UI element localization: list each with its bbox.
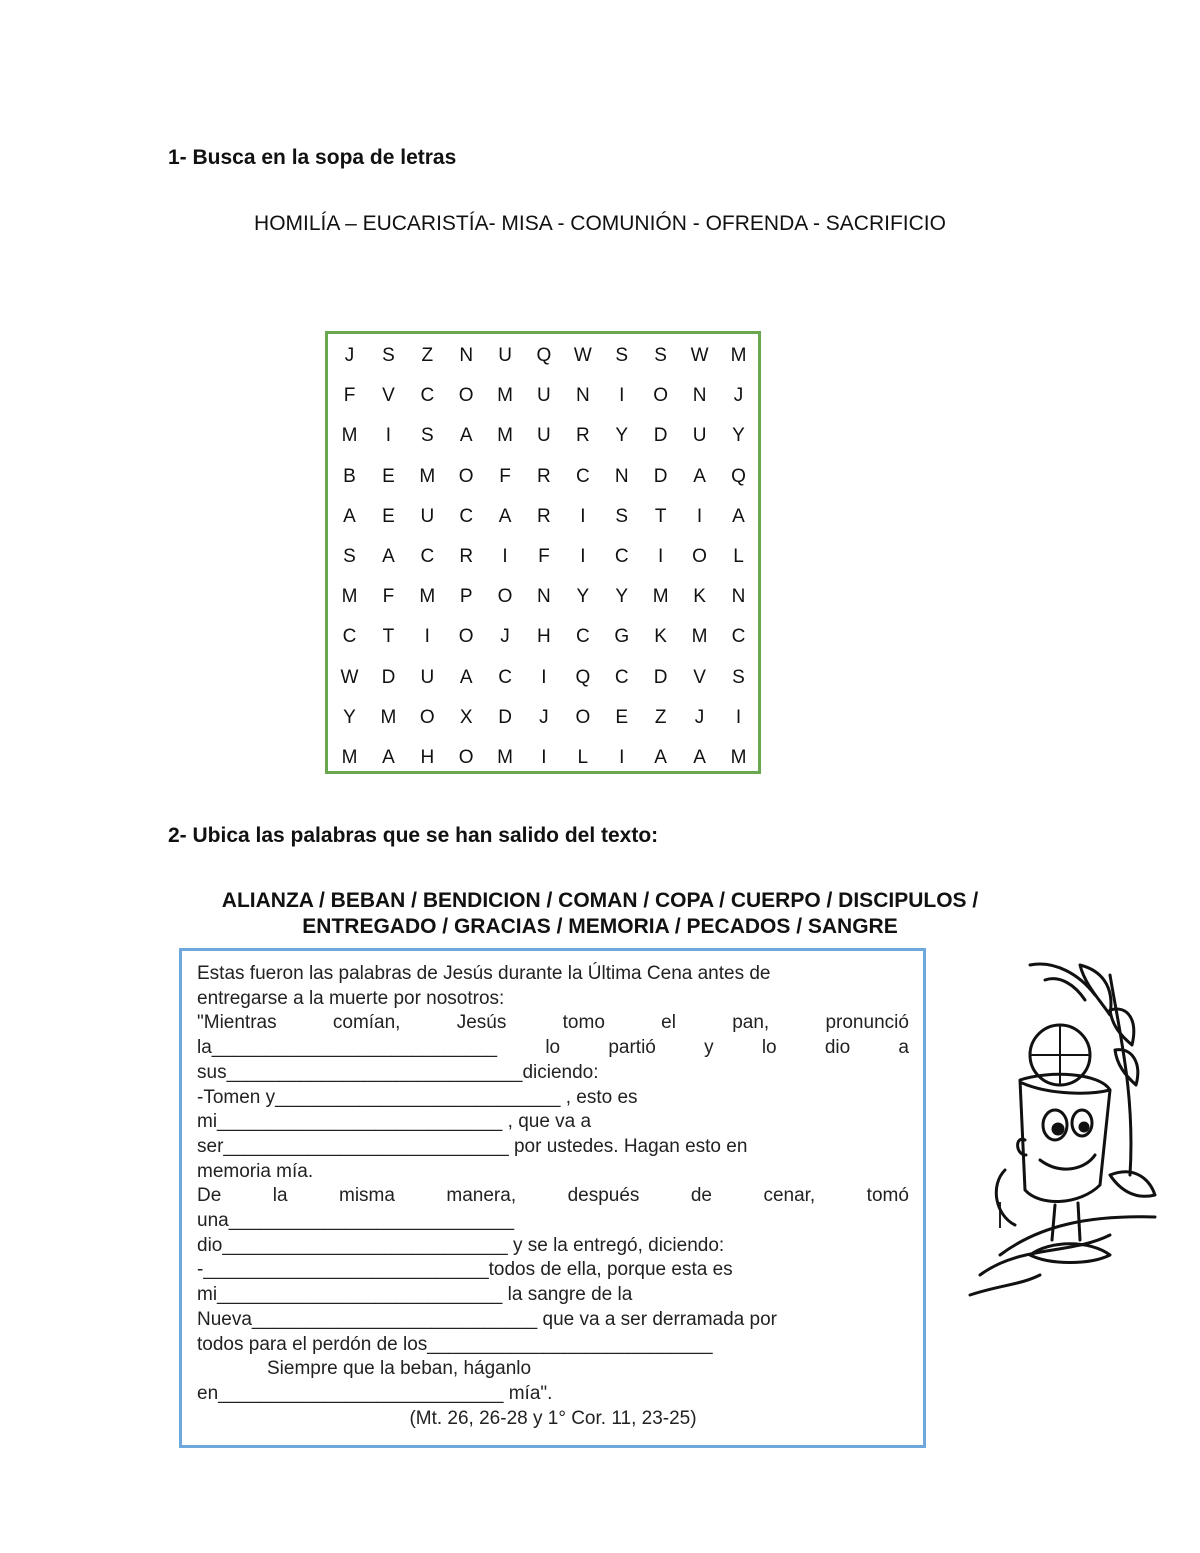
grid-letter[interactable]: N xyxy=(537,586,551,608)
grid-letter[interactable]: M xyxy=(380,706,397,728)
grid-letter[interactable]: R xyxy=(575,425,590,447)
grid-letter[interactable]: Y xyxy=(615,586,629,608)
passage-word: y xyxy=(704,1037,714,1059)
grid-letter[interactable]: S xyxy=(615,345,629,367)
grid-letter[interactable]: Z xyxy=(654,706,667,728)
grid-letter[interactable]: Q xyxy=(536,345,552,367)
grid-letter[interactable]: R xyxy=(459,546,474,568)
grid-letter[interactable]: I xyxy=(424,626,430,648)
word-list: HOMILÍA – EUCARISTÍA- MISA - COMUNIÓN - OFRENDA - SACRIFICIO xyxy=(254,212,946,235)
grid-letter[interactable]: I xyxy=(541,746,547,768)
grid-letter[interactable]: S xyxy=(420,425,434,447)
grid-row xyxy=(330,336,758,376)
grid-letter[interactable]: N xyxy=(692,385,707,407)
passage-word: cenar, xyxy=(763,1185,816,1207)
grid-letter[interactable]: B xyxy=(343,465,356,487)
grid-row xyxy=(330,537,758,577)
grid-letter[interactable]: O xyxy=(497,586,513,608)
grid-letter[interactable]: D xyxy=(653,425,668,447)
grid-letter[interactable]: F xyxy=(538,546,550,568)
grid-letter[interactable]: L xyxy=(577,746,589,768)
grid-letter[interactable]: M xyxy=(341,746,358,768)
fill-blank-line: -Tomen y___________________________ , esto es xyxy=(197,1086,638,1108)
passage-word: el xyxy=(661,1012,676,1034)
grid-letter[interactable]: R xyxy=(537,465,551,487)
grid-letter[interactable]: A xyxy=(459,425,473,447)
grid-letter[interactable]: M xyxy=(419,586,436,608)
grid-letter[interactable]: Y xyxy=(343,706,356,728)
passage-line: memoria mía. xyxy=(197,1160,314,1182)
grid-letter[interactable]: O xyxy=(692,546,707,568)
grid-letter[interactable]: C xyxy=(498,666,512,688)
grid-letter[interactable]: A xyxy=(382,546,395,568)
answer-bank-line-2: ENTREGADO / GRACIAS / MEMORIA / PECADOS / SANGRE xyxy=(302,915,898,938)
grid-letter[interactable]: I xyxy=(580,505,586,527)
grid-letter[interactable]: H xyxy=(420,746,435,768)
passage-word: manera, xyxy=(446,1185,517,1207)
grid-letter[interactable]: O xyxy=(458,746,474,768)
grid-letter[interactable]: M xyxy=(691,626,708,648)
passage-word: después xyxy=(567,1185,640,1207)
grid-letter[interactable]: D xyxy=(653,666,668,688)
passage-justified-line xyxy=(197,1011,909,1036)
grid-letter[interactable]: E xyxy=(615,706,629,728)
grid-letter[interactable]: G xyxy=(614,626,630,648)
section2-heading: 2- Ubica las palabras que se han salido del texto: xyxy=(168,824,659,847)
passage-word: pan, xyxy=(732,1012,770,1034)
grid-letter[interactable]: C xyxy=(575,626,590,648)
passage-line: Siempre que la beban, háganlo xyxy=(267,1358,532,1380)
grid-letter[interactable]: M xyxy=(419,465,436,487)
passage-word: dio xyxy=(824,1037,851,1059)
passage-word: partió xyxy=(608,1037,656,1059)
passage-word: tomó xyxy=(866,1185,909,1207)
grid-letter[interactable]: U xyxy=(420,666,435,688)
grid-letter[interactable]: I xyxy=(619,746,625,768)
grid-letter[interactable]: W xyxy=(690,345,709,367)
grid-letter[interactable]: A xyxy=(654,746,667,768)
grid-letter[interactable]: Y xyxy=(576,586,590,608)
grid-letter[interactable]: F xyxy=(499,465,511,487)
fill-blank-line: dio___________________________ y se la entregó, diciendo: xyxy=(197,1234,725,1256)
grid-letter[interactable]: O xyxy=(458,465,474,487)
grid-letter[interactable]: A xyxy=(382,746,395,768)
passage-word: de xyxy=(690,1185,712,1207)
grid-letter[interactable]: D xyxy=(653,465,668,487)
section1-heading: 1- Busca en la sopa de letras xyxy=(168,146,457,169)
passage-justified-line xyxy=(197,1036,909,1061)
grid-letter[interactable]: E xyxy=(382,505,395,527)
grid-row xyxy=(330,416,758,456)
grid-letter[interactable]: I xyxy=(696,505,703,527)
grid-row xyxy=(330,738,758,778)
grid-letter[interactable]: J xyxy=(733,385,744,407)
passage-word: la___________________________ xyxy=(197,1037,498,1059)
grid-letter[interactable]: U xyxy=(692,425,707,447)
grid-letter[interactable]: J xyxy=(694,706,705,728)
grid-letter[interactable]: V xyxy=(693,666,706,688)
grid-letter[interactable]: I xyxy=(619,385,625,407)
grid-letter[interactable]: M xyxy=(730,345,747,367)
grid-letter[interactable]: M xyxy=(497,385,513,407)
grid-letter[interactable]: U xyxy=(420,505,435,527)
grid-letter[interactable]: K xyxy=(654,626,667,648)
grid-row xyxy=(330,658,758,698)
grid-letter[interactable]: J xyxy=(539,706,549,728)
chalice-with-host-and-wheat-icon xyxy=(960,955,1165,1315)
grid-letter[interactable]: W xyxy=(340,666,359,688)
passage-word: pronunció xyxy=(825,1012,909,1034)
passage-word: la xyxy=(272,1185,288,1207)
passage-word: comían, xyxy=(332,1012,401,1034)
grid-letter[interactable]: C xyxy=(614,666,629,688)
grid-letter[interactable]: C xyxy=(575,465,590,487)
fill-blank-line: todos para el perdón de los___________________________ xyxy=(197,1333,713,1355)
grid-letter[interactable]: I xyxy=(657,546,664,568)
fill-blank-line: en___________________________ mía". xyxy=(197,1382,553,1404)
passage-word: misma xyxy=(339,1185,395,1207)
grid-row xyxy=(330,577,758,617)
fill-blank-line: mi___________________________ , que va a xyxy=(197,1111,592,1133)
grid-letter[interactable]: F xyxy=(343,385,356,407)
passage-word: lo xyxy=(545,1037,561,1059)
passage-line: entregarse a la muerte por nosotros: xyxy=(197,987,505,1009)
grid-letter[interactable]: I xyxy=(385,425,392,447)
grid-letter[interactable]: N xyxy=(459,345,474,367)
grid-row xyxy=(330,617,758,657)
grid-letter[interactable]: A xyxy=(498,505,512,527)
passage-word: Jesús xyxy=(456,1012,507,1034)
grid-letter[interactable]: U xyxy=(498,345,512,367)
grid-letter[interactable]: R xyxy=(537,505,551,527)
passage-word: a xyxy=(898,1037,909,1059)
grid-letter[interactable]: Y xyxy=(732,425,745,447)
grid-letter[interactable]: D xyxy=(498,706,512,728)
grid-letter[interactable]: D xyxy=(381,666,396,688)
grid-letter[interactable]: L xyxy=(733,546,744,568)
grid-letter[interactable]: N xyxy=(614,465,629,487)
grid-letter[interactable]: V xyxy=(382,385,395,407)
passage-text xyxy=(197,962,909,1431)
grid-row xyxy=(330,698,758,738)
grid-letter[interactable]: C xyxy=(342,626,357,648)
grid-letter[interactable]: M xyxy=(341,586,358,608)
grid-letter[interactable]: C xyxy=(731,626,746,648)
passage-box xyxy=(179,948,926,1448)
grid-letter[interactable]: F xyxy=(382,586,395,608)
grid-letter[interactable]: J xyxy=(500,626,510,648)
grid-letter[interactable]: I xyxy=(580,546,586,568)
grid-letter[interactable]: A xyxy=(459,666,473,688)
grid-letter[interactable]: X xyxy=(459,706,473,728)
grid-letter[interactable]: A xyxy=(732,505,745,527)
grid-letter[interactable]: T xyxy=(654,505,667,527)
grid-letter[interactable]: O xyxy=(653,385,668,407)
grid-letter[interactable]: S xyxy=(732,666,745,688)
grid-letter[interactable]: M xyxy=(497,425,513,447)
grid-letter[interactable]: Q xyxy=(731,465,746,487)
fill-blank-line: una___________________________ xyxy=(197,1210,515,1232)
grid-letter[interactable]: N xyxy=(575,385,590,407)
grid-letter[interactable]: Z xyxy=(421,345,434,367)
passage-word: "Mientras xyxy=(197,1012,277,1034)
grid-letter[interactable]: K xyxy=(693,586,706,608)
grid-letter[interactable]: U xyxy=(537,425,551,447)
fill-blank-line: Nueva___________________________ que va a ser derramada por xyxy=(197,1308,777,1330)
grid-row xyxy=(330,457,758,497)
grid-letter[interactable]: S xyxy=(654,345,667,367)
grid-letter[interactable]: A xyxy=(343,505,356,527)
grid-letter[interactable]: C xyxy=(614,546,629,568)
fill-blank-line: ser___________________________ por ustedes. Hagan esto en xyxy=(197,1135,748,1157)
grid-letter[interactable]: W xyxy=(573,345,592,367)
grid-letter[interactable]: Y xyxy=(615,425,629,447)
passage-word: tomo xyxy=(562,1012,605,1034)
fill-blank-line: -___________________________todos de ella, porque esta es xyxy=(197,1259,733,1281)
grid-letter[interactable]: O xyxy=(458,385,474,407)
grid-row xyxy=(330,376,758,416)
answer-bank-line-1: ALIANZA / BEBAN / BENDICION / COMAN / COPA / CUERPO / DISCIPULOS / xyxy=(221,889,979,912)
grid-letter[interactable]: N xyxy=(731,586,746,608)
grid-letter[interactable]: I xyxy=(541,666,547,688)
grid-letter[interactable]: S xyxy=(615,505,629,527)
grid-letter[interactable]: O xyxy=(419,706,435,728)
grid-letter[interactable]: C xyxy=(420,546,435,568)
passage-word: De xyxy=(197,1185,222,1207)
grid-letter[interactable]: S xyxy=(343,546,356,568)
passage-line: Estas fueron las palabras de Jesús durante la Última Cena antes de xyxy=(197,963,771,984)
fill-blank-line: mi___________________________ la sangre de la xyxy=(197,1284,633,1306)
grid-letter[interactable]: T xyxy=(382,626,395,648)
word-search-grid xyxy=(325,331,761,774)
answer-word-bank xyxy=(120,888,1080,940)
grid-letter[interactable]: E xyxy=(382,465,395,487)
word-search-table xyxy=(330,336,758,778)
fill-blank-line: sus____________________________diciendo: xyxy=(197,1061,599,1083)
grid-letter[interactable]: M xyxy=(652,586,669,608)
grid-letter[interactable]: J xyxy=(344,345,355,367)
scripture-citation: (Mt. 26, 26-28 y 1° Cor. 11, 23-25) xyxy=(409,1407,697,1429)
grid-letter[interactable]: A xyxy=(693,465,706,487)
grid-letter[interactable]: H xyxy=(537,626,551,648)
grid-letter[interactable]: P xyxy=(459,586,473,608)
grid-letter[interactable]: I xyxy=(502,546,508,568)
grid-letter[interactable]: C xyxy=(420,385,435,407)
grid-letter[interactable]: M xyxy=(730,746,747,768)
grid-letter[interactable]: Q xyxy=(575,666,591,688)
grid-row xyxy=(330,497,758,537)
grid-letter[interactable]: O xyxy=(575,706,591,728)
passage-justified-line xyxy=(197,1184,909,1209)
grid-letter[interactable]: U xyxy=(537,385,551,407)
grid-letter[interactable]: M xyxy=(341,425,358,447)
grid-letter[interactable]: M xyxy=(497,746,513,768)
grid-letter[interactable]: O xyxy=(458,626,474,648)
grid-letter[interactable]: C xyxy=(459,505,474,527)
grid-letter[interactable]: A xyxy=(693,746,706,768)
grid-letter[interactable]: S xyxy=(382,345,395,367)
passage-word: lo xyxy=(761,1037,777,1059)
grid-letter[interactable]: I xyxy=(735,706,742,728)
